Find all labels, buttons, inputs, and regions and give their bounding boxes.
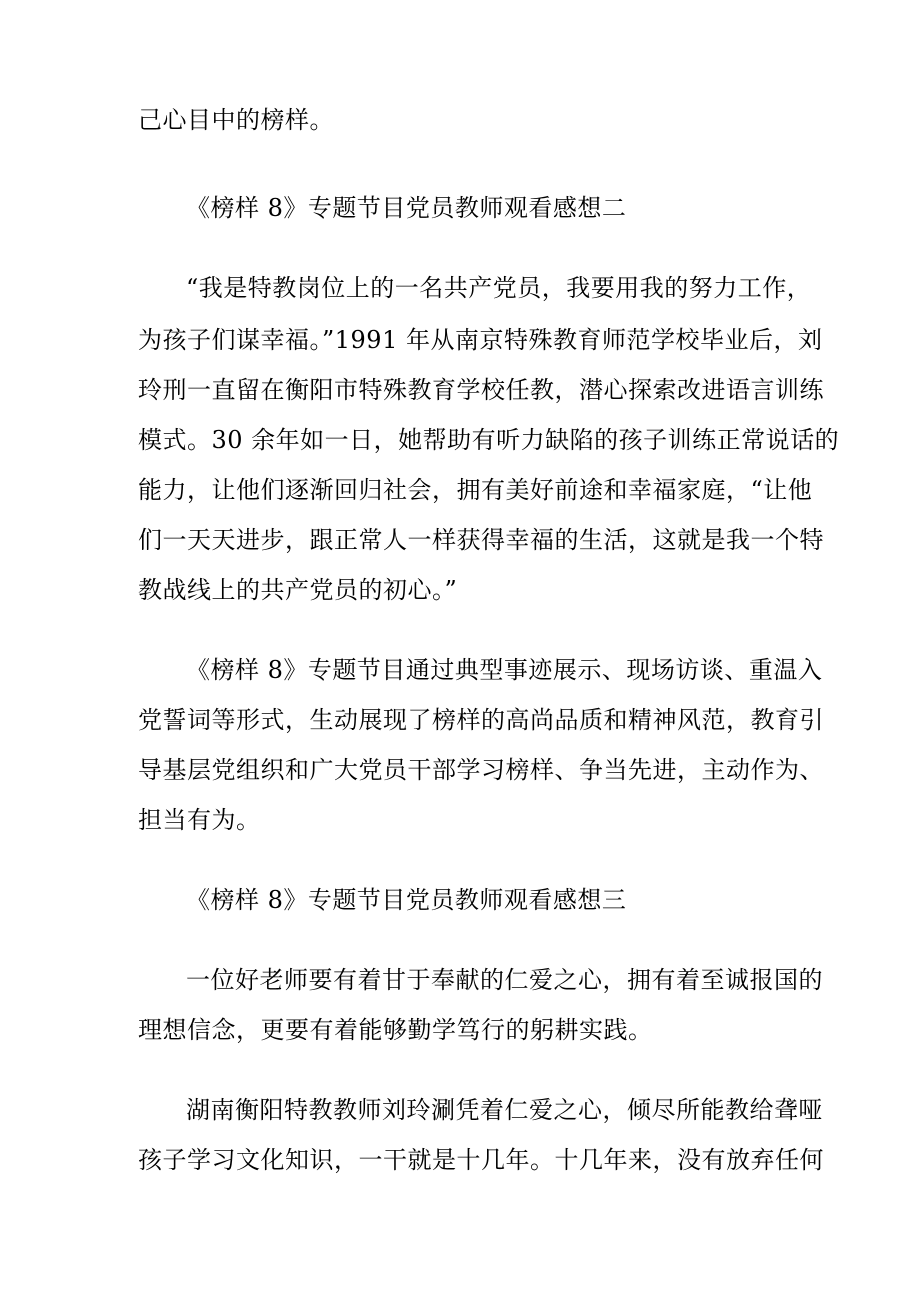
section-heading: 《榜样 8》专题节目党员教师观看感想三: [186, 886, 627, 914]
section-heading: 《榜样 8》专题节目党员教师观看感想二: [186, 194, 627, 222]
paragraph-line: 湖南衡阳特教教师刘玲涮凭着仁爱之心，倾尽所能教给聋哑: [186, 1096, 823, 1124]
paragraph-line: 教战线上的共产党员的初心。”: [138, 576, 458, 604]
paragraph-line: 玲刑一直留在衡阳市特殊教育学校任教，潜心探索改进语言训练: [138, 376, 824, 404]
paragraph-line: 担当有为。: [138, 806, 261, 834]
paragraph-line: 己心目中的榜样。: [138, 106, 334, 134]
paragraph-line: 模式。30 余年如一日，她帮助有听力缺陷的孩子训练正常说话的: [138, 426, 840, 454]
paragraph-line: 为孩子们谋幸福。”1991 年从南京特殊教育师范学校毕业后，刘: [138, 326, 823, 354]
paragraph-line: 孩子学习文化知识，一干就是十几年。十几年来，没有放弃任何: [138, 1146, 824, 1174]
paragraph-line: 《榜样 8》专题节目通过典型事迹展示、现场访谈、重温入: [186, 656, 823, 684]
paragraph-line: 们一天天进步，跟正常人一样获得幸福的生活，这就是我一个特: [138, 526, 824, 554]
paragraph-line: 一位好老师要有着甘于奉献的仁爱之心，拥有着至诚报国的: [186, 966, 823, 994]
paragraph-line: 党誓词等形式，生动展现了榜样的高尚品质和精神风范，教育引: [138, 706, 824, 734]
paragraph-line: 导基层党组织和广大党员干部学习榜样、争当先进，主动作为、: [138, 756, 824, 784]
paragraph-line: 理想信念，更要有着能够勤学笃行的躬耕实践。: [138, 1016, 653, 1044]
paragraph-line: 能力，让他们逐渐回归社会，拥有美好前途和幸福家庭，“让他: [138, 476, 813, 504]
paragraph-line: “我是特教岗位上的一名共产党员，我要用我的努力工作，: [186, 274, 812, 302]
